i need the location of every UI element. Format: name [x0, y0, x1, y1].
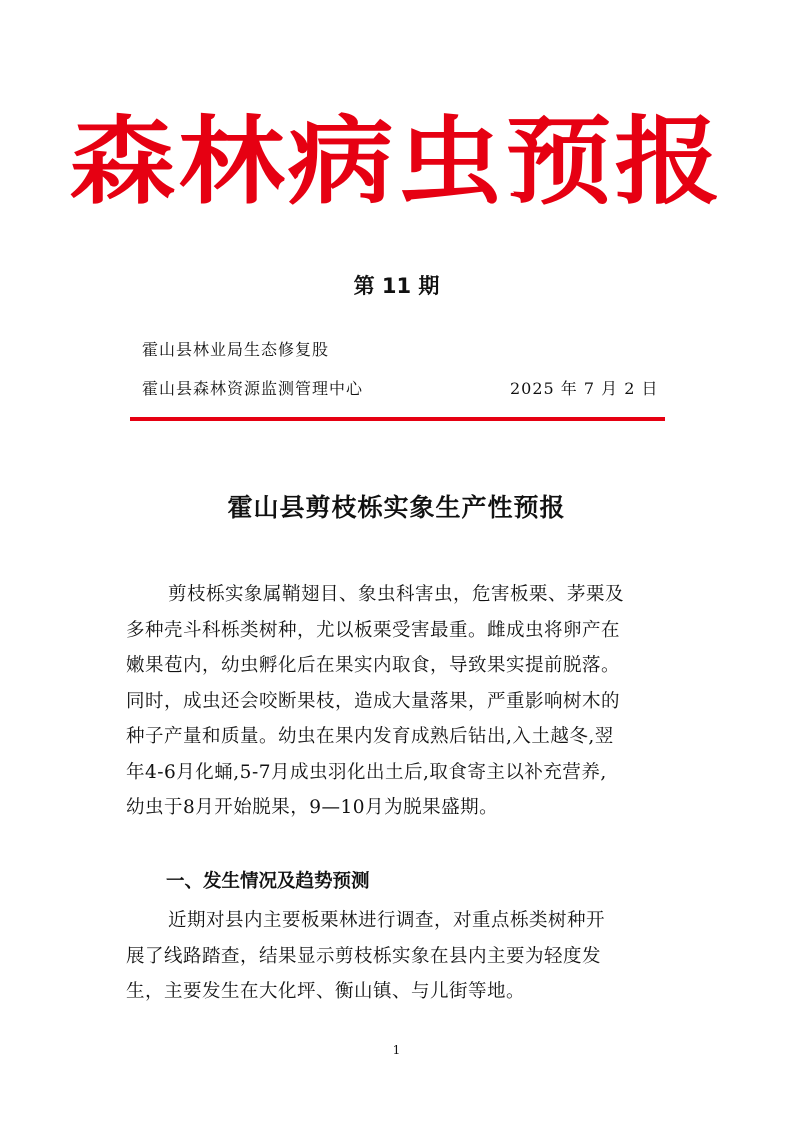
paragraph-line: 嫩果苞内，幼虫孵化后在果实内取食，导致果实提前脱落。 [126, 655, 621, 676]
issuer-department: 霍山县林业局生态修复股 [142, 340, 330, 359]
paragraph-line: 生，主要发生在大化坪、衡山镇、与儿街等地。 [126, 981, 526, 1002]
paragraph-line: 多种壳斗科栎类树种，尤以板栗受害最重。雌成虫将卵产在 [126, 619, 621, 641]
intro-paragraph [126, 577, 676, 826]
section-paragraph [126, 903, 676, 1010]
header-divider [130, 417, 665, 421]
paragraph-line: 展了线路踏查，结果显示剪枝栎实象在县内主要为轻度发 [126, 945, 602, 967]
issue-date: 2025 年 7 月 2 日 [510, 379, 659, 398]
paragraph-line: 剪枝栎实象属鞘翅目、象虫科害虫，危害板栗、茅栗及 [168, 584, 625, 605]
paragraph-line: 幼虫于8月开始脱果，9—10月为脱果盛期。 [126, 797, 499, 818]
paragraph-line: 近期对县内主要板栗林进行调查，对重点栎类树种开 [168, 910, 606, 931]
issuer-center: 霍山县森林资源监测管理中心 [142, 379, 364, 398]
paragraph-line: 年4-6月化蛹,5-7月成虫羽化出土后,取食寄主以补充营养, [126, 761, 607, 783]
issue-number: 第 11 期 [353, 274, 440, 298]
masthead-title: 森林病虫预报 [69, 106, 724, 217]
paragraph-line: 种子产量和质量。幼虫在果内发育成熟后钻出,入土越冬,翌 [126, 726, 614, 747]
section-heading: 一、发生情况及趋势预测 [166, 871, 370, 892]
document-title: 霍山县剪枝栎实象生产性预报 [227, 493, 566, 522]
page-number: 1 [392, 1043, 401, 1057]
paragraph-line: 同时，成虫还会咬断果枝，造成大量落果，严重影响树木的 [126, 690, 621, 712]
